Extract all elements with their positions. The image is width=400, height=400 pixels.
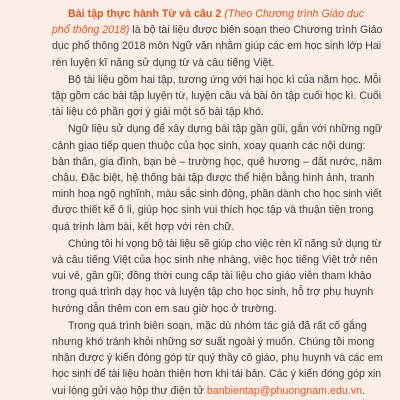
text-line	[36, 366, 382, 382]
text-line	[36, 252, 382, 268]
text-line	[36, 154, 382, 170]
text-line	[36, 334, 382, 350]
text-line	[36, 284, 382, 300]
preface-paragraph	[36, 121, 382, 234]
text-line	[36, 138, 382, 154]
preface-paragraph	[36, 236, 382, 317]
contact-email-link[interactable]: banbientap@phuongnam.edu.vn	[206, 384, 363, 397]
text-line	[36, 55, 382, 71]
body-text: được thiết kế ô li, giúp học sinh vui thích học tập và thuận tiện trong	[52, 204, 374, 217]
body-text: tài liệu có phần gợi ý giải một số bài tập khó.	[52, 106, 264, 119]
text-line	[36, 202, 382, 218]
body-text: học sinh để tài liệu hoàn thiện hơn khi tái bản. Các ý kiến đóng góp xin	[52, 368, 382, 381]
body-text: nhận được ý kiến đóng góp từ quý thầy cô giáo, phụ huynh và các em	[52, 352, 383, 365]
text-line	[36, 22, 382, 38]
text-line	[36, 6, 382, 22]
body-text: nhưng khó tránh khỏi những sơ suất ngoài ý muốn. Chúng tôi mong	[52, 336, 375, 349]
text-line	[36, 186, 382, 202]
body-text: .	[362, 384, 366, 397]
body-text: hướng dẫn thêm con em sau giờ học ở trường.	[52, 302, 277, 315]
text-line	[36, 301, 382, 317]
book-title: Bài tập thực hành Từ và câu 2	[68, 8, 222, 20]
text-line	[36, 236, 382, 252]
curriculum-note: (Theo Chương trình Giáo dục	[224, 8, 365, 20]
body-text: Chúng tôi hi vọng bộ tài liệu sẽ giúp cho việc rèn kĩ năng sử dụng từ	[68, 237, 382, 250]
body-text: trong quá trình dạy học và luyện tập cho học sinh, hỗ trợ phụ huynh	[52, 286, 374, 299]
preface-paragraph	[36, 318, 382, 399]
body-text: là bộ tài liệu được biên soạn theo Chương trình Giáo	[129, 24, 383, 37]
preface-body	[36, 6, 382, 399]
text-line	[36, 383, 382, 399]
body-text: minh hoạ ngộ nghĩnh, màu sắc sinh động, phần dành cho học sinh viết	[52, 188, 382, 201]
body-text: Ngữ liệu sử dụng để xây dựng bài tập gần gũi, gắn với những ngữ	[68, 123, 383, 136]
text-line	[36, 88, 382, 104]
body-text: Bộ tài liệu gồm hai tập, tương ứng với hai học kì của năm học. Mỗi	[68, 73, 382, 86]
preface-paragraph	[36, 72, 382, 121]
text-line	[36, 121, 382, 137]
body-text: tập gồm các bài tập luyện từ, luyện câu và bài ôn tập cuối học kì. Cuối	[52, 90, 382, 103]
body-text: bản thân, gia đình, bạn bè – trường học, quê hương – đất nước, năm	[52, 155, 382, 168]
text-line	[36, 72, 382, 88]
text-line	[36, 170, 382, 186]
text-line	[36, 318, 382, 334]
text-line	[36, 104, 382, 120]
preface-paragraph	[36, 6, 382, 71]
body-text: quá trình làm bài, kết hợp với rèn chữ.	[52, 220, 235, 233]
curriculum-note: phổ thông 2018)	[52, 24, 130, 37]
body-text: vui vẻ, gần gũi; đồng thời cung cấp tài liệu cho giáo viên tham khảo	[52, 270, 372, 283]
body-text: cảnh giao tiếp quen thuộc của học sinh, xoay quanh các nội dung:	[52, 139, 366, 152]
body-text: rèn luyện kĩ năng sử dụng từ và câu tiếng Việt.	[52, 56, 275, 69]
text-line	[36, 350, 382, 366]
text-line	[36, 268, 382, 284]
body-text: và câu tiếng Việt của học sinh nhẹ nhàng, việc học tiếng Việt trở nên	[52, 254, 378, 267]
text-line	[36, 219, 382, 235]
body-text: châu. Đặc biệt, hệ thống bài tập được thể hiện bằng hình ảnh, tranh	[52, 172, 375, 185]
text-line	[36, 38, 382, 54]
body-text: dục phổ thông 2018 môn Ngữ văn nhằm giúp các em học sinh lớp Hai	[52, 40, 382, 53]
body-text: Trong quá trình biên soạn, mặc dù nhóm tác giả đã rất cố gắng	[68, 319, 367, 332]
body-text: vui lòng gửi vào hộp thư điện tử	[52, 384, 207, 397]
